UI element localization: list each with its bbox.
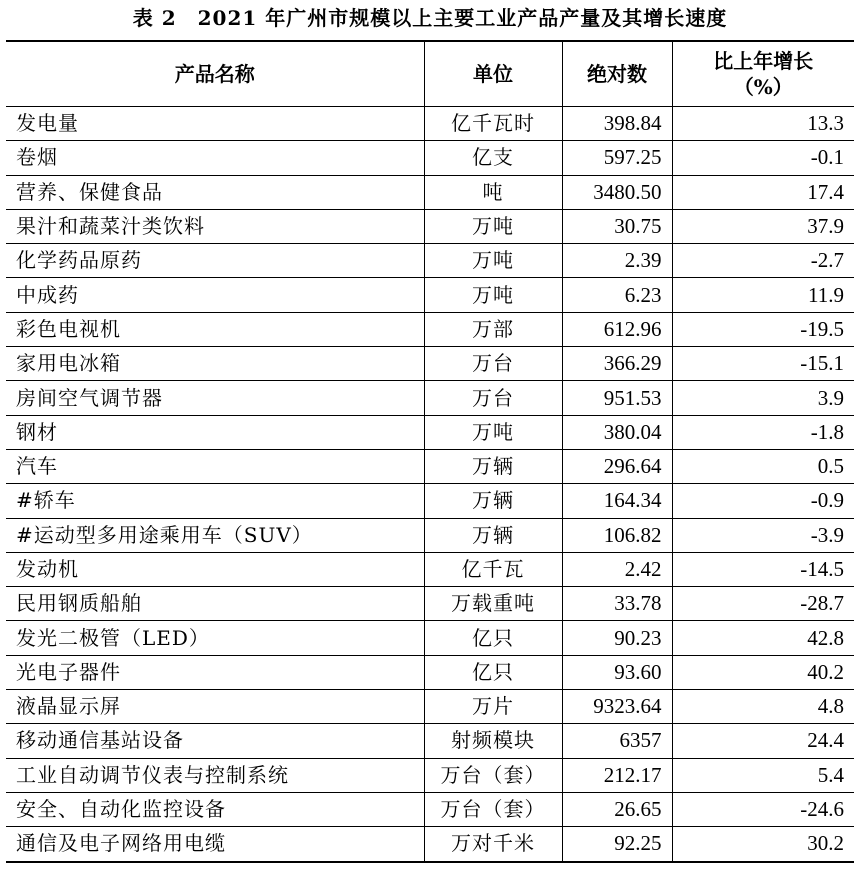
absolute-value-cell: 92.25 xyxy=(562,827,672,862)
table-row xyxy=(6,415,854,449)
product-name-cell: 工业自动调节仪表与控制系统 xyxy=(6,758,424,792)
header-absolute: 绝对数 xyxy=(562,41,672,107)
unit-cell: 亿只 xyxy=(424,621,562,655)
unit-cell: 万部 xyxy=(424,312,562,346)
table-row xyxy=(6,449,854,483)
product-name-cell: 液晶显示屏 xyxy=(6,690,424,724)
growth-rate-cell: 5.4 xyxy=(672,758,854,792)
unit-cell: 亿支 xyxy=(424,141,562,175)
table-row xyxy=(6,209,854,243)
unit-cell: 万吨 xyxy=(424,278,562,312)
absolute-value-cell: 597.25 xyxy=(562,141,672,175)
product-name-cell: 民用钢质船舶 xyxy=(6,587,424,621)
unit-cell: 万吨 xyxy=(424,209,562,243)
table-row xyxy=(6,552,854,586)
growth-rate-cell: -3.9 xyxy=(672,518,854,552)
product-name-cell: #运动型多用途乘用车（SUV） xyxy=(6,518,424,552)
growth-rate-cell: 13.3 xyxy=(672,107,854,141)
unit-cell: 亿只 xyxy=(424,655,562,689)
absolute-value-cell: 380.04 xyxy=(562,415,672,449)
growth-rate-cell: -15.1 xyxy=(672,347,854,381)
product-name-cell: 中成药 xyxy=(6,278,424,312)
table-row xyxy=(6,655,854,689)
growth-rate-cell: -24.6 xyxy=(672,792,854,826)
header-unit: 单位 xyxy=(424,41,562,107)
absolute-value-cell: 33.78 xyxy=(562,587,672,621)
product-name-cell: 营养、保健食品 xyxy=(6,175,424,209)
absolute-value-cell: 2.39 xyxy=(562,244,672,278)
product-name-cell: 安全、自动化监控设备 xyxy=(6,792,424,826)
table-row xyxy=(6,484,854,518)
product-name-cell: #轿车 xyxy=(6,484,424,518)
absolute-value-cell: 9323.64 xyxy=(562,690,672,724)
unit-cell: 万台（套） xyxy=(424,758,562,792)
absolute-value-cell: 612.96 xyxy=(562,312,672,346)
absolute-value-cell: 30.75 xyxy=(562,209,672,243)
growth-rate-cell: -0.9 xyxy=(672,484,854,518)
growth-rate-cell: -14.5 xyxy=(672,552,854,586)
unit-cell: 万对千米 xyxy=(424,827,562,862)
unit-cell: 万载重吨 xyxy=(424,587,562,621)
table-row xyxy=(6,175,854,209)
absolute-value-cell: 2.42 xyxy=(562,552,672,586)
table-row xyxy=(6,621,854,655)
absolute-value-cell: 398.84 xyxy=(562,107,672,141)
absolute-value-cell: 296.64 xyxy=(562,449,672,483)
growth-rate-cell: 42.8 xyxy=(672,621,854,655)
growth-rate-cell: -1.8 xyxy=(672,415,854,449)
absolute-value-cell: 951.53 xyxy=(562,381,672,415)
growth-rate-cell: 40.2 xyxy=(672,655,854,689)
product-name-cell: 通信及电子网络用电缆 xyxy=(6,827,424,862)
unit-cell: 万辆 xyxy=(424,484,562,518)
unit-cell: 射频模块 xyxy=(424,724,562,758)
table-row xyxy=(6,244,854,278)
table-row xyxy=(6,312,854,346)
absolute-value-cell: 26.65 xyxy=(562,792,672,826)
absolute-value-cell: 366.29 xyxy=(562,347,672,381)
growth-rate-cell: 17.4 xyxy=(672,175,854,209)
product-name-cell: 家用电冰箱 xyxy=(6,347,424,381)
growth-rate-cell: 30.2 xyxy=(672,827,854,862)
unit-cell: 亿千瓦时 xyxy=(424,107,562,141)
unit-cell: 亿千瓦 xyxy=(424,552,562,586)
product-name-cell: 彩色电视机 xyxy=(6,312,424,346)
growth-rate-cell: 11.9 xyxy=(672,278,854,312)
table-title: 表 2 2021 年广州市规模以上主要工业产品产量及其增长速度 xyxy=(132,6,728,30)
unit-cell: 万辆 xyxy=(424,449,562,483)
product-name-cell: 卷烟 xyxy=(6,141,424,175)
table-row xyxy=(6,690,854,724)
growth-rate-cell: 24.4 xyxy=(672,724,854,758)
growth-rate-cell: -19.5 xyxy=(672,312,854,346)
table-row xyxy=(6,141,854,175)
table-row xyxy=(6,518,854,552)
table-row xyxy=(6,827,854,862)
header-growth xyxy=(672,41,854,107)
unit-cell: 万台 xyxy=(424,347,562,381)
absolute-value-cell: 106.82 xyxy=(562,518,672,552)
table-row xyxy=(6,724,854,758)
product-name-cell: 汽车 xyxy=(6,449,424,483)
absolute-value-cell: 3480.50 xyxy=(562,175,672,209)
table-row xyxy=(6,792,854,826)
absolute-value-cell: 93.60 xyxy=(562,655,672,689)
growth-rate-cell: 37.9 xyxy=(672,209,854,243)
growth-rate-cell: 3.9 xyxy=(672,381,854,415)
absolute-value-cell: 212.17 xyxy=(562,758,672,792)
product-name-cell: 发动机 xyxy=(6,552,424,586)
absolute-value-cell: 164.34 xyxy=(562,484,672,518)
unit-cell: 万吨 xyxy=(424,244,562,278)
table-row xyxy=(6,278,854,312)
product-name-cell: 发光二极管（LED） xyxy=(6,621,424,655)
unit-cell: 万吨 xyxy=(424,415,562,449)
growth-rate-cell: -28.7 xyxy=(672,587,854,621)
growth-rate-cell: 0.5 xyxy=(672,449,854,483)
product-name-cell: 发电量 xyxy=(6,107,424,141)
table-row xyxy=(6,381,854,415)
table-row xyxy=(6,587,854,621)
absolute-value-cell: 6.23 xyxy=(562,278,672,312)
unit-cell: 万辆 xyxy=(424,518,562,552)
growth-rate-cell: 4.8 xyxy=(672,690,854,724)
growth-rate-cell: -2.7 xyxy=(672,244,854,278)
product-name-cell: 化学药品原药 xyxy=(6,244,424,278)
absolute-value-cell: 90.23 xyxy=(562,621,672,655)
table-header xyxy=(6,41,854,107)
production-table xyxy=(6,40,854,863)
product-name-cell: 果汁和蔬菜汁类饮料 xyxy=(6,209,424,243)
product-name-cell: 房间空气调节器 xyxy=(6,381,424,415)
table-row xyxy=(6,758,854,792)
table-body xyxy=(6,107,854,862)
product-name-cell: 光电子器件 xyxy=(6,655,424,689)
product-name-cell: 移动通信基站设备 xyxy=(6,724,424,758)
unit-cell: 万台 xyxy=(424,381,562,415)
absolute-value-cell: 6357 xyxy=(562,724,672,758)
table-row xyxy=(6,107,854,141)
growth-rate-cell: -0.1 xyxy=(672,141,854,175)
unit-cell: 万台（套） xyxy=(424,792,562,826)
unit-cell: 吨 xyxy=(424,175,562,209)
table-row xyxy=(6,347,854,381)
product-name-cell: 钢材 xyxy=(6,415,424,449)
unit-cell: 万片 xyxy=(424,690,562,724)
header-growth-line1: 比上年增长 xyxy=(713,49,814,73)
header-product-name: 产品名称 xyxy=(6,41,424,107)
header-growth-line2: （%） xyxy=(733,75,793,99)
